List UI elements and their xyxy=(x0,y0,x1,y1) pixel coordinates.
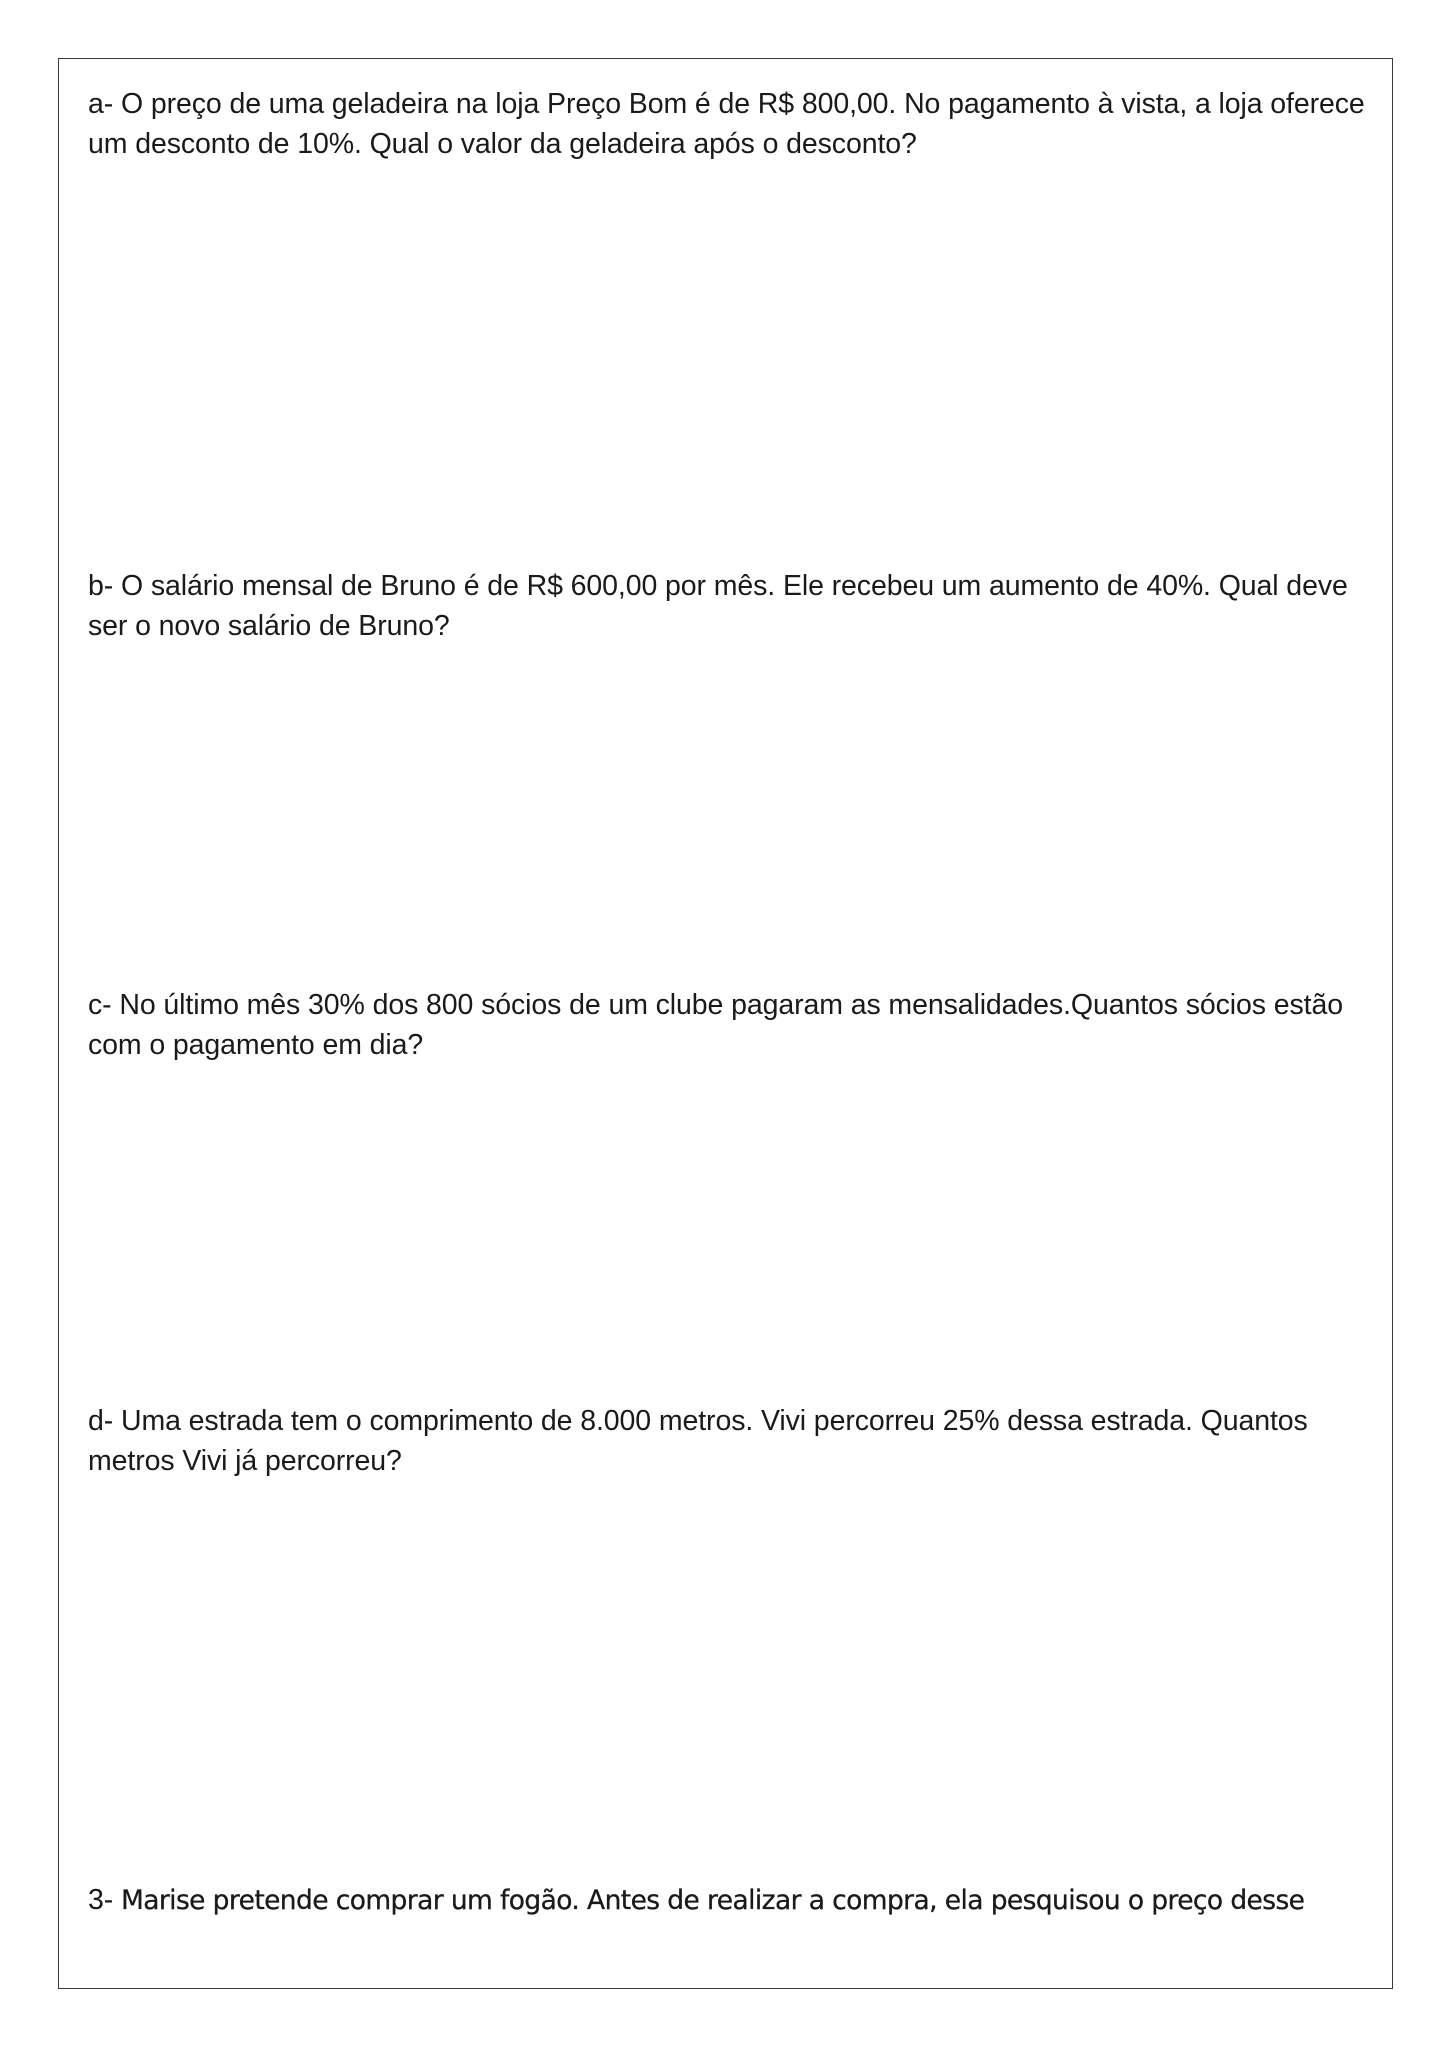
question-a xyxy=(88,84,1378,164)
question-b xyxy=(88,566,1378,646)
question-d-text: Uma estrada tem o comprimento de 8.000 metros. Vivi percorreu 25% dessa estrada. Quantos metros Vivi já percorreu? xyxy=(88,1405,1308,1477)
question-c-prefix: c- xyxy=(88,989,112,1021)
question-c-text: No último mês 30% dos 800 sócios de um clube pagaram as mensalidades.Quantos sócios estão com o pagamento em dia? xyxy=(88,989,1343,1061)
question-3-text: Marise pretende comprar um fogão. Antes de realizar a compra, ela pesquisou o preço desse xyxy=(120,1885,1305,1916)
question-d xyxy=(88,1401,1378,1481)
question-b-prefix: b- xyxy=(88,570,114,602)
question-a-text: O preço de uma geladeira na loja Preço Bom é de R$ 800,00. No pagamento à vista, a loja oferece um desconto de 10%. Qual o valor da geladeira após o desconto? xyxy=(88,88,1365,160)
question-a-prefix: a- xyxy=(88,88,114,120)
question-d-prefix: d- xyxy=(88,1405,114,1437)
question-c xyxy=(88,985,1378,1065)
question-3 xyxy=(88,1880,1378,1921)
question-3-prefix: 3- xyxy=(88,1884,114,1916)
question-b-text: O salário mensal de Bruno é de R$ 600,00 por mês. Ele recebeu um aumento de 40%. Qual deve ser o novo salário de Bruno? xyxy=(88,570,1348,642)
